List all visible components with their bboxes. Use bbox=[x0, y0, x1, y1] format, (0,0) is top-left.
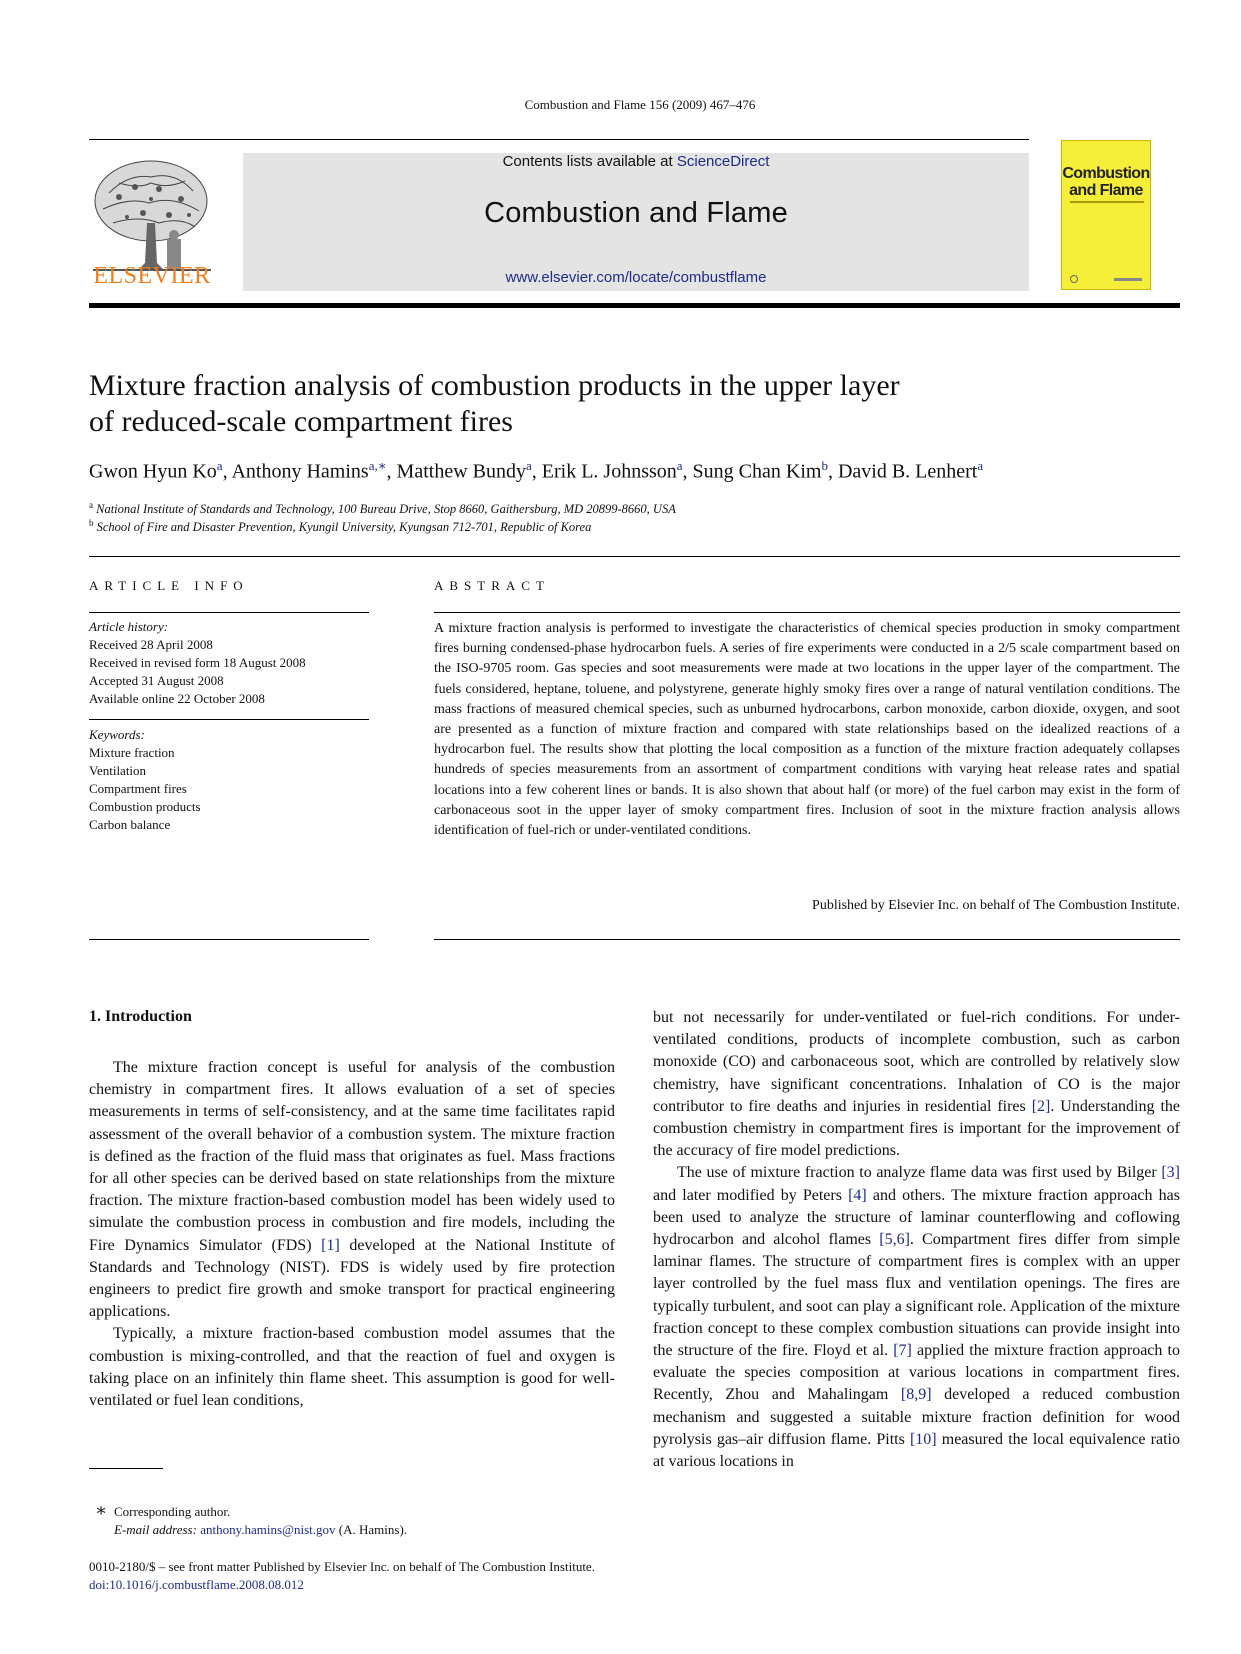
journal-cover-image[interactable] bbox=[1061, 140, 1151, 290]
citation-link[interactable]: [7] bbox=[893, 1342, 912, 1360]
body-paragraph bbox=[653, 1007, 1180, 1162]
citation-link[interactable]: [10] bbox=[909, 1430, 937, 1448]
author-name: Matthew Bundy bbox=[396, 460, 526, 483]
affiliation-b bbox=[89, 518, 591, 535]
email-link[interactable]: anthony.hamins@nist.gov bbox=[200, 1522, 336, 1537]
cover-title-line2: and Flame bbox=[1069, 182, 1143, 199]
paragraph-text: developed a reduced combustion mechanism and suggested a suitable mixture fraction definition for wood pyrolysis gas–air diffusion flame. Pitts bbox=[653, 1386, 1180, 1448]
history-item: Received 28 April 2008 bbox=[89, 637, 213, 652]
body-paragraph bbox=[89, 1057, 615, 1323]
author-affiliation-link[interactable]: b bbox=[821, 458, 828, 473]
author-affiliation-link[interactable]: a bbox=[676, 458, 683, 473]
top-rule bbox=[89, 139, 1029, 140]
author-affiliation-link[interactable]: a bbox=[525, 458, 532, 473]
doi-link[interactable]: doi:10.1016/j.combustflame.2008.08.012 bbox=[89, 1577, 304, 1592]
keywords-label: Keywords: bbox=[89, 727, 145, 742]
author-affiliation-link[interactable]: a bbox=[977, 458, 984, 473]
body-paragraph: Typically, a mixture fraction-based combustion model assumes that the combustion is mixing-controlled, and that the reaction of fuel and oxygen is taking place on an infinitely thin flame sheet. This assumption is good for well-ventilated or fuel lean conditions, bbox=[89, 1325, 615, 1410]
email-footnote bbox=[114, 1522, 407, 1538]
abstract-rule bbox=[434, 612, 1180, 613]
abstract-text: A mixture fraction analysis is performed to investigate the characteristics of chemical species production in smoky compartment fires burning condensed-phase hydrocarbon fuels. A series of fire experiments were conducted in a 2/5 scale compartment based on the ISO-9705 room. Gas species and soot measurements were made at two locations in the upper layer of the compartment. The fuels considered, heptane, toluene, and polystyrene, generate highly smoky fires over a range of natural ventilation conditions. The mass fractions of measured chemical species, such as unburned hydrocarbons, carbon monoxide, carbon dioxide, oxygen, and soot are presented as a function of mixture fraction and compared with state relationships based on the idealized reactions of a hydrocarbon fuel. The results show that plotting the local composition as a function of the mixture fraction adequately collapses hundreds of species measurements from an assortment of compartment conditions with varying heat release rates and spatial locations into a few coherent lines or bands. It is also shown that about half (or more) of the fuel carbon may exist in the form of carbonaceous soot in the upper layer of smoky compartment fires. Inclusion of soot in the mixture fraction analysis allows identification of fuel-rich or under-ventilated conditions. bbox=[434, 621, 1180, 839]
front-matter-line: 0010-2180/$ – see front matter Published by Elsevier Inc. on behalf of The Combustion Institute. bbox=[89, 1559, 595, 1574]
keyword-item: Carbon balance bbox=[89, 817, 171, 832]
keyword-item: Compartment fires bbox=[89, 781, 187, 796]
body-column-right bbox=[653, 1007, 1180, 1473]
paragraph-text: but not necessarily for under-ventilated or fuel-rich conditions. For under-ventilated conditions, products of incomplete combustion, such as carbon monoxide (CO) and carbonaceous soot, which are controlled by relatively slow chemistry, have significant concentrations. Inhalation of CO is the major contributor to fire deaths and injuries in residential fires bbox=[653, 1009, 1180, 1115]
history-item: Accepted 31 August 2008 bbox=[89, 673, 224, 688]
elsevier-logo[interactable] bbox=[89, 153, 215, 293]
author-list: Gwon Hyun Ko$^a$, Anthony Hamins$^{a,∗}$, Matthew Bundy$^a$, Erik L. Johnsson$^a$, Sung Chan Kim$^b$, David B. Lenhert$^a$ bbox=[89, 458, 984, 483]
email-suffix: (A. Hamins). bbox=[335, 1522, 408, 1537]
affiliation-a bbox=[89, 500, 676, 517]
contents-prefix: Contents lists available at bbox=[502, 153, 677, 170]
running-head: Combustion and Flame 156 (2009) 467–476 bbox=[524, 97, 756, 112]
paragraph-text: applied the mixture fraction approach to evaluate the species composition at various locations in compartment fires. Recently, Zhou and Mahalingam bbox=[653, 1342, 1180, 1404]
author-affiliation-link[interactable]: a bbox=[216, 458, 223, 473]
affiliation-text: National Institute of Standards and Technology, 100 Bureau Drive, Stop 8660, Gaithersburg, MD 20899-8660, USA bbox=[96, 502, 676, 517]
citation-link[interactable]: [4] bbox=[848, 1186, 867, 1204]
author-name: David B. Lenhert bbox=[837, 460, 978, 483]
citation-link[interactable]: [8,9] bbox=[900, 1386, 932, 1404]
paragraph-text: and later modified by Peters bbox=[653, 1186, 849, 1204]
keywords bbox=[89, 726, 201, 834]
info-top-rule bbox=[89, 556, 1180, 557]
citation-link[interactable]: [2] bbox=[1031, 1097, 1051, 1115]
cover-title-line1: Combustion bbox=[1062, 165, 1150, 182]
paragraph-text: The mixture fraction concept is useful for analysis of the combustion chemistry in compartment fires. It allows evaluation of a set of species measurements in terms of self-consistency, and at the same time facilitates rapid assessment of the overall behavior of a combustion system. The mixture fraction is defined as the fraction of the fluid mass that originates as fuel. Mass fractions for all other species can be derived based on state relationships from the mixture fraction. The mixture fraction-based combustion model has been widely used to simulate the combustion process in combustion and fire models, including the Fire Dynamics Simulator (FDS) bbox=[89, 1059, 615, 1254]
author-name: Erik L. Johnsson bbox=[541, 460, 677, 483]
cover-title bbox=[1062, 165, 1150, 199]
info-rule bbox=[89, 612, 369, 613]
paragraph-text: and others. The mixture fraction approach has been used to analyze the structure of laminar counterflowing and coflowing hydrocarbon and alcohol flames bbox=[653, 1186, 1180, 1249]
info-rule bbox=[89, 719, 369, 720]
article-info-heading: ARTICLE INFO bbox=[89, 578, 249, 593]
article-history bbox=[89, 618, 306, 708]
body-column-left bbox=[89, 1057, 615, 1412]
article-title bbox=[89, 368, 1089, 440]
corresponding-author-note: Corresponding author. bbox=[114, 1504, 231, 1519]
paragraph-text: developed at the National Institute of Standards and Technology (NIST). FDS is widely used by fire protection engineers to predict fire growth and smoke transport for practical engineering applications. bbox=[89, 1236, 616, 1321]
contents-line bbox=[243, 153, 1029, 170]
history-item: Available online 22 October 2008 bbox=[89, 691, 265, 706]
body-paragraph bbox=[653, 1162, 1180, 1473]
paragraph-text: . Understanding the combustion chemistry in compartment fires is important for the improvement of the accuracy of fire model predictions. bbox=[653, 1097, 1180, 1160]
journal-banner bbox=[243, 153, 1029, 291]
affiliation-text: School of Fire and Disaster Prevention, Kyungil University, Kyungsan 712-701, Republic of Korea bbox=[96, 520, 592, 535]
article-title-line1: Mixture fraction analysis of combustion products in the upper layer bbox=[89, 369, 900, 402]
abstract-heading: ABSTRACT bbox=[434, 578, 550, 593]
article-title-line2: of reduced-scale compartment fires bbox=[89, 405, 513, 438]
paragraph-text: The use of mixture fraction to analyze flame data was first used by Bilger bbox=[677, 1164, 1162, 1182]
cover-publisher-mark bbox=[1114, 278, 1142, 281]
sciencedirect-link[interactable]: ScienceDirect bbox=[676, 153, 770, 170]
journal-url-link[interactable]: www.elsevier.com/locate/combustflame bbox=[505, 269, 767, 286]
paragraph-text: measured the local equivalence ratio at various locations in bbox=[653, 1430, 1180, 1471]
info-rule bbox=[89, 939, 369, 940]
author-name: Anthony Hamins bbox=[231, 460, 369, 483]
keyword-item: Mixture fraction bbox=[89, 745, 175, 760]
header-thick-rule bbox=[89, 303, 1180, 308]
abstract-published-line: Published by Elsevier Inc. on behalf of The Combustion Institute. bbox=[812, 898, 1180, 913]
citation-link[interactable]: [3] bbox=[1161, 1164, 1180, 1182]
journal-title: Combustion and Flame bbox=[484, 197, 788, 229]
citation-link[interactable]: [1] bbox=[321, 1236, 340, 1254]
email-label: E-mail address: bbox=[114, 1522, 201, 1537]
abstract-rule bbox=[434, 939, 1180, 940]
cover-subtitle-bar bbox=[1070, 201, 1144, 203]
cover-seal-icon bbox=[1070, 275, 1078, 283]
paragraph-text: . Compartment fires differ from simple laminar flames. The structure of compartment fires is complex with an upper layer controlled by the fuel mass flux and ventilation openings. The fires are typically turbulent, and soot can play a significant role. Application of the mixture fraction concept to these complex combustion situations can provide insight into the structure of the fire. Floyd et al. bbox=[653, 1231, 1181, 1360]
author-name: Gwon Hyun Ko bbox=[89, 460, 217, 483]
author-affiliation-link[interactable]: a,∗ bbox=[368, 458, 387, 473]
footnote-rule bbox=[89, 1468, 163, 1469]
keyword-item: Combustion products bbox=[89, 799, 201, 814]
affiliation-marker: b bbox=[89, 518, 94, 528]
history-item: Received in revised form 18 August 2008 bbox=[89, 655, 306, 670]
citation-link[interactable]: [5,6] bbox=[879, 1231, 910, 1249]
history-label: Article history: bbox=[89, 619, 169, 634]
elsevier-wordmark: ELSEVIER bbox=[93, 263, 211, 289]
keyword-item: Ventilation bbox=[89, 763, 147, 778]
section-heading-introduction: 1. Introduction bbox=[89, 1008, 192, 1025]
author-name: Sung Chan Kim bbox=[692, 460, 822, 483]
footnote-star-marker: ∗ bbox=[95, 1500, 108, 1520]
affiliation-marker: a bbox=[89, 500, 93, 510]
